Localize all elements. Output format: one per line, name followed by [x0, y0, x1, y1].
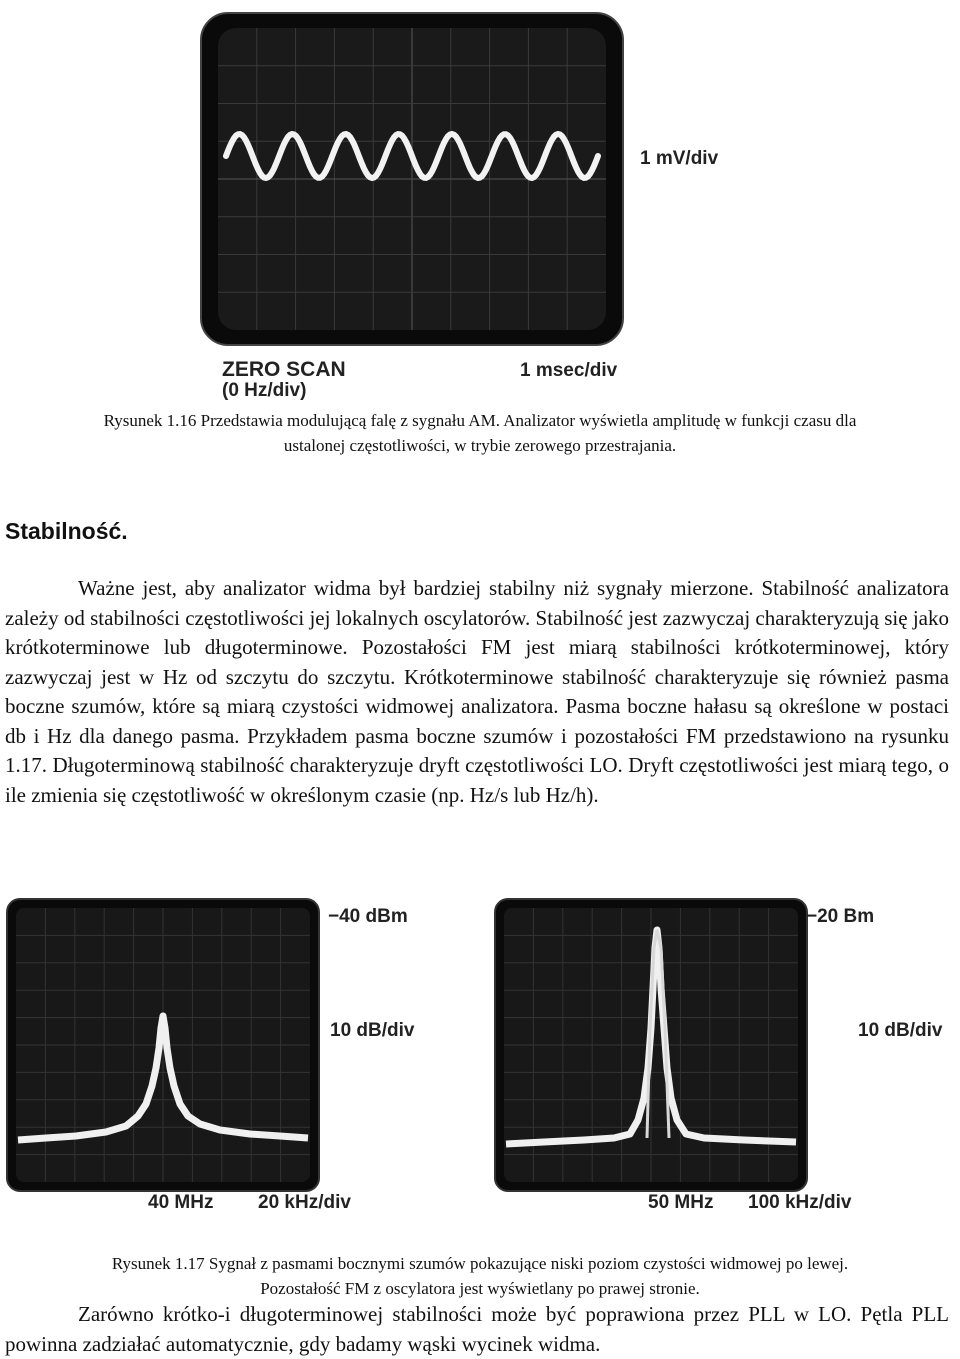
analyzer-screen: [16, 908, 310, 1182]
spectrum-plot-left: [16, 908, 310, 1182]
figure-zero-scan: [190, 0, 770, 405]
graticule: [218, 28, 606, 330]
span-label: 100 kHz/div: [748, 1192, 852, 1213]
figure-1-caption: [0, 408, 960, 458]
oscilloscope-frame: [200, 12, 624, 346]
reference-level-label: −40 dBm: [328, 906, 408, 927]
center-frequency-label: 40 MHz: [148, 1192, 214, 1213]
vertical-scale-label: 10 dB/div: [858, 1020, 943, 1041]
spectrum-plot-right: [504, 908, 798, 1182]
reference-level-label: −20 Bm: [806, 906, 875, 927]
caption-line: ustalonej częstotliwości, w trybie zerowego przestrajania.: [283, 436, 677, 455]
caption-line: Rysunek 1.17 Sygnał z pasmami bocznymi szumów pokazujące niski poziom czystości widmowej po lewej.: [111, 1254, 849, 1273]
caption-line: Pozostałość FM z oscylatora jest wyświetlany po prawej stronie.: [260, 1279, 700, 1298]
oscilloscope-screen: [218, 28, 606, 330]
horizontal-scale-label: 1 msec/div: [520, 360, 618, 381]
vertical-scale-label: 1 mV/div: [640, 148, 719, 169]
analyzer-frame: [494, 898, 808, 1192]
caption-line: Rysunek 1.16 Przedstawia modulującą falę z sygnału AM. Analizator wyświetla amplitudę w funkcji czasu dla: [103, 411, 857, 430]
figure-spectrum-right: [480, 880, 950, 1225]
vertical-scale-label: 10 dB/div: [330, 1020, 415, 1041]
body-paragraph: Ważne jest, aby analizator widma był bardziej stabilny niż sygnały mierzone. Stabilność analizatora zależy od stabilności częstotliwości jej lokalnych oscylatorów. Stabilność jest zazwyczaj charakteryzują się jako krótkoterminowe lub długoterminowe. Pozostałości FM jest miarą stabilności krótkoterminowej, który zazwyczaj jest w Hz od szczytu do szczytu. Krótkoterminowe stabilność charakteryzuje się również pasma boczne szumów, które są miarą czystości widmowej analizatora. Pasma boczne hałasu są określone w postaci db i Hz dla danego pasma. Przykładem pasma boczne szumów i pozostałości FM przedstawiono na rysunku 1.17. Długoterminową stabilność charakteryzuje dryft częstotliwości LO. Dryft częstotliwości jest miarą tego, o ile zmienia się częstotliwość w określonym czasie (np. Hz/s lub Hz/h).: [5, 576, 949, 807]
body-paragraph: Zarówno krótko-i długoterminowej stabilności może być poprawiona przez PLL w LO. Pętla PLL powinna zadziałać automatycznie, gdy badamy wąski wycinek widma.: [5, 1302, 949, 1356]
mode-sub-label: (0 Hz/div): [222, 380, 307, 401]
mode-label: ZERO SCAN: [222, 358, 346, 381]
span-label: 20 kHz/div: [258, 1192, 351, 1213]
analyzer-screen: [504, 908, 798, 1182]
analyzer-frame: [6, 898, 320, 1192]
graticule: [16, 908, 310, 1182]
section-title: Stabilność.: [5, 518, 128, 544]
center-frequency-label: 50 MHz: [648, 1192, 714, 1213]
zero-scan-trace-plot: [218, 28, 606, 330]
figure-2-caption: [0, 1251, 960, 1301]
figure-spectrum-left: [0, 880, 470, 1225]
